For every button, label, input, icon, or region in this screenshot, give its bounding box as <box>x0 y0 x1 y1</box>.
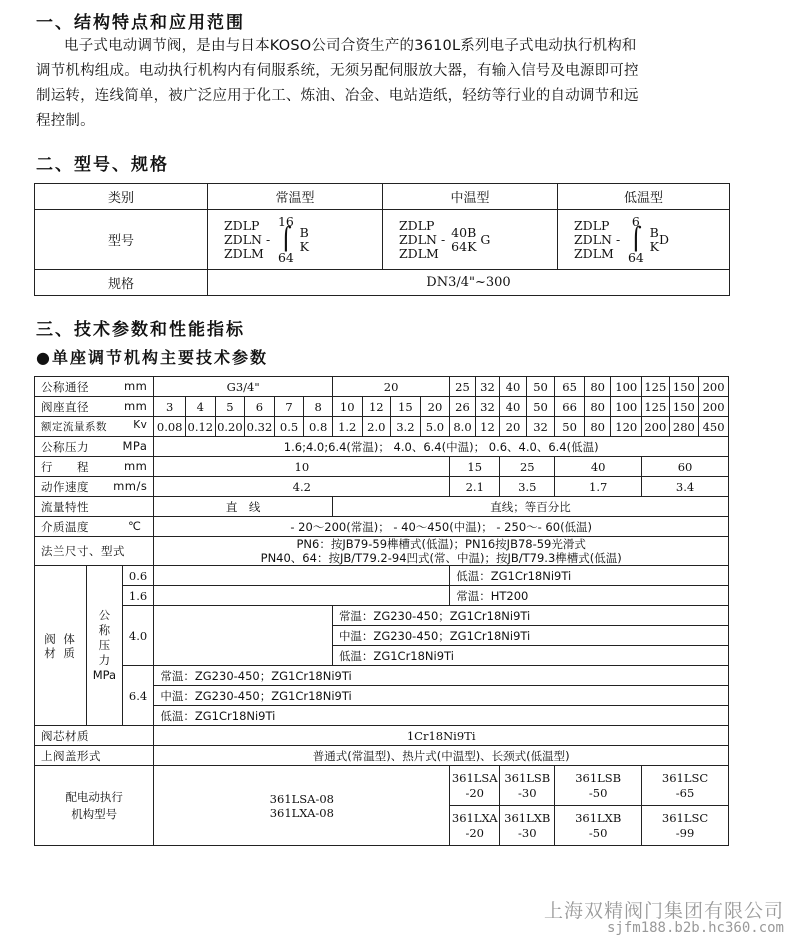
table-cell: 60 <box>642 457 729 477</box>
table-cell: 15 <box>391 397 421 417</box>
table-cell: 常温：ZG230-450；ZG1Cr18Ni9Ti <box>154 666 729 686</box>
table-cell: 20 <box>332 377 449 397</box>
model-spec-table <box>34 183 730 296</box>
table-cell: K <box>299 238 309 254</box>
table-cell: 中温：ZG230-450；ZG1Cr18Ni9Ti <box>332 626 728 646</box>
table-cell: 公称压力 <box>41 439 89 454</box>
table-cell: B <box>649 224 659 240</box>
flow-label: 流量特性 <box>35 497 154 517</box>
table-cell: G3/4" <box>154 377 333 397</box>
seat-dia-label <box>35 397 154 417</box>
table-cell: 0.20 <box>215 417 245 437</box>
table-cell: 12 <box>362 397 391 417</box>
table-cell: 1.2 <box>332 417 362 437</box>
table-cell: 64 <box>277 249 294 265</box>
pressure-value: 1.6;4.0;6.4(常温)； 4.0、6.4(中温)； 0.6、4.0、6.4(低温) <box>154 437 729 457</box>
table-cell: 64 <box>627 249 644 265</box>
table-cell: ZDLN <box>399 231 437 247</box>
table-cell: ZDLN <box>574 231 612 247</box>
model-label: 型号 <box>35 210 208 270</box>
table-cell: 1.6 <box>122 586 154 606</box>
table-cell: 150 <box>669 377 699 397</box>
table-cell: ZDLP <box>574 217 610 233</box>
table-cell: 125 <box>642 377 670 397</box>
table-cell: 7 <box>274 397 304 417</box>
table-cell: K <box>649 238 659 254</box>
table-cell: 65 <box>555 377 585 397</box>
table-cell: 8.0 <box>450 417 476 437</box>
table-cell: 6 <box>631 213 640 229</box>
core-value: 1Cr18Ni9Ti <box>154 726 729 746</box>
table-cell: 行 程 <box>41 459 89 474</box>
table-cell: 10 <box>332 397 362 417</box>
table-cell: 4 <box>186 397 216 417</box>
spec-value: DN3/4"~300 <box>208 270 730 296</box>
table-cell: 450 <box>699 417 729 437</box>
table-cell: 4.0 <box>122 606 154 666</box>
table-cell: 0.6 <box>122 566 154 586</box>
table-cell: 20 <box>420 397 450 417</box>
table-cell: 低温：ZG1Cr18Ni9Ti <box>450 566 729 586</box>
bonnet-value: 普通式(常温型)、热片式(中温型)、长颈式(低温型) <box>154 746 729 766</box>
table-cell: 40 <box>555 457 642 477</box>
nominal-pressure-sub-label: 公 称 压 力 MPa <box>87 566 123 726</box>
table-cell: 常温：ZG230-450；ZG1Cr18Ni9Ti <box>332 606 728 626</box>
pressure-label <box>35 437 154 457</box>
bonnet-label: 上阀盖形式 <box>35 746 154 766</box>
table-cell: 50 <box>526 377 555 397</box>
watermark-url: sjfm188.b2b.hc360.com <box>606 920 784 936</box>
table-cell: 361LSC -65 <box>642 766 729 806</box>
table-cell: - <box>440 231 446 247</box>
table-cell: MPa <box>122 438 148 453</box>
actuator-label: 配电动执行 机构型号 <box>35 766 154 846</box>
table-cell: 6 <box>245 397 275 417</box>
table-cell: 25 <box>500 457 555 477</box>
table-cell: 2.1 <box>450 477 500 497</box>
table-cell: - <box>615 231 621 247</box>
table-cell: 16 <box>277 213 294 229</box>
table-cell: 32 <box>475 377 499 397</box>
table-cell: mm <box>123 398 148 413</box>
para-line: 调节机构组成。电动执行机构内有伺服系统，无须另配伺服放大器，有输入信号及电源即可控 <box>36 63 639 79</box>
table-cell: 50 <box>526 397 555 417</box>
model-normal: ZDLP ZDLN - ZDLM 16 ⌠ 64 B K <box>208 210 383 270</box>
table-cell: 直线；等百分比 <box>332 497 728 517</box>
table-cell: ℃ <box>127 518 142 533</box>
table-cell: 3.5 <box>500 477 555 497</box>
table-cell: 120 <box>611 417 642 437</box>
table-cell: 361LSB -30 <box>500 766 555 806</box>
speed-label <box>35 477 154 497</box>
nominal-dia-label <box>35 377 154 397</box>
table-cell: 0.08 <box>154 417 186 437</box>
table-cell: 64K <box>451 238 477 254</box>
table-cell: 公称通径 <box>41 379 89 394</box>
table-cell: 280 <box>669 417 699 437</box>
tech-params-table <box>34 376 729 846</box>
table-cell: 80 <box>584 397 611 417</box>
header-normal: 常温型 <box>208 184 383 210</box>
core-label: 阀芯材质 <box>35 726 154 746</box>
table-cell: 5 <box>215 397 245 417</box>
empty-cell <box>154 586 450 606</box>
table-cell: 20 <box>500 417 527 437</box>
table-cell: 200 <box>699 377 729 397</box>
table-cell: 100 <box>611 377 642 397</box>
header-low: 低温型 <box>558 184 730 210</box>
table-cell: D <box>658 231 670 247</box>
table-cell: 直 线 <box>154 497 333 517</box>
table-cell: 32 <box>526 417 555 437</box>
table-cell: 361LSA -20 <box>450 766 500 806</box>
table-cell: mm/s <box>113 478 148 493</box>
model-low: ZDLP ZDLN - ZDLM 6 ⌠ 64 B K D <box>558 210 730 270</box>
temp-value: - 20～200(常温)； - 40～450(中温)； - 250～- 60(低温) <box>154 517 729 537</box>
table-cell: 常温：HT200 <box>450 586 729 606</box>
table-cell: ZDLM <box>399 245 439 261</box>
stroke-label <box>35 457 154 477</box>
table-cell: 0.8 <box>304 417 333 437</box>
table-cell: 6.4 <box>122 666 154 726</box>
table-cell: 200 <box>699 397 729 417</box>
table-cell: 361LXB -30 <box>500 806 555 846</box>
section1-title: 一、结构特点和应用范围 <box>36 13 245 33</box>
table-cell: - <box>265 231 271 247</box>
table-cell: 3.4 <box>642 477 729 497</box>
table-cell: ZDLP <box>224 217 260 233</box>
table-cell: Kv <box>133 419 148 431</box>
table-cell: PN6：按JB79-59榫槽式(低温)；PN16按JB78-59光滑式 <box>296 537 586 551</box>
table-cell: 1.7 <box>555 477 642 497</box>
table-cell: PN40、64：按JB/T79.2-94凹式(常、中温)；按JB/T79.3榫槽式(低温) <box>260 551 622 565</box>
table-cell: ZDLM <box>574 245 614 261</box>
table-cell: 0.5 <box>274 417 304 437</box>
table-cell: mm <box>123 458 148 473</box>
table-cell: 额定流量系数 <box>41 421 107 433</box>
table-cell: 动作速度 <box>41 479 89 494</box>
table-cell: 125 <box>642 397 670 417</box>
table-cell: 5.0 <box>420 417 450 437</box>
table-cell: 低温：ZG1Cr18Ni9Ti <box>332 646 728 666</box>
table-cell: 中温：ZG230-450；ZG1Cr18Ni9Ti <box>154 686 729 706</box>
table-cell: 3.2 <box>391 417 421 437</box>
para-line: 制运转，连线简单，被广泛应用于化工、炼油、冶金、电站造纸，轻纺等行业的自动调节和远 <box>36 88 639 104</box>
table-cell: 80 <box>584 377 611 397</box>
section2-title: 二、型号、规格 <box>36 155 169 175</box>
table-cell: 80 <box>584 417 611 437</box>
table-cell: B <box>299 224 309 240</box>
table-cell: 361LXA -20 <box>450 806 500 846</box>
table-cell: 361LXB -50 <box>555 806 642 846</box>
table-cell: 4.2 <box>154 477 450 497</box>
empty-cell <box>154 606 333 666</box>
table-cell: 40B <box>451 224 477 240</box>
watermark-company: 上海双精阀门集团有限公司 <box>543 900 784 922</box>
body-material-label: 阀 体 材 质 <box>35 566 87 726</box>
table-cell: ZDLM <box>224 245 264 261</box>
table-cell: 10 <box>154 457 450 477</box>
section3-title: 三、技术参数和性能指标 <box>36 320 245 340</box>
table-cell: 32 <box>475 397 499 417</box>
table-cell: 66 <box>555 397 585 417</box>
table-cell: 50 <box>555 417 585 437</box>
flange-label: 法兰尺寸、型式 <box>35 537 154 566</box>
table-cell: 200 <box>642 417 670 437</box>
table-cell: ZDLP <box>399 217 435 233</box>
table-cell: 阀座直径 <box>41 399 89 414</box>
table-cell: 15 <box>450 457 500 477</box>
table-cell: 低温：ZG1Cr18Ni9Ti <box>154 706 729 726</box>
model-medium <box>383 210 558 270</box>
single-seat-params-heading: ●单座调节机构主要技术参数 <box>36 348 268 367</box>
table-cell: mm <box>123 378 148 393</box>
table-cell: 25 <box>450 377 476 397</box>
table-cell: 2.0 <box>362 417 391 437</box>
section1-paragraph <box>36 34 776 134</box>
empty-cell <box>154 566 450 586</box>
table-cell: 361LSC -99 <box>642 806 729 846</box>
table-cell: 26 <box>450 397 476 417</box>
table-cell: 0.12 <box>186 417 216 437</box>
kv-label <box>35 417 154 437</box>
table-cell: 8 <box>304 397 333 417</box>
actuator-main: 361LSA-08 361LXA-08 <box>154 766 450 846</box>
table-cell: ZDLN <box>224 231 262 247</box>
header-category: 类别 <box>35 184 208 210</box>
flange-value <box>154 537 729 566</box>
table-cell: 3 <box>154 397 186 417</box>
table-cell: 12 <box>475 417 499 437</box>
spec-label: 规格 <box>35 270 208 296</box>
table-cell: 150 <box>669 397 699 417</box>
table-cell: 40 <box>500 377 527 397</box>
para-line: 电子式电动调节阀，是由与日本KOSO公司合资生产的3610L系列电子式电动执行机构和 <box>64 38 637 54</box>
table-cell: 介质温度 <box>41 519 89 534</box>
table-cell: G <box>480 231 491 247</box>
table-cell: 361LSB -50 <box>555 766 642 806</box>
temp-label <box>35 517 154 537</box>
header-medium: 中温型 <box>383 184 558 210</box>
table-cell: 40 <box>500 397 527 417</box>
table-cell: 100 <box>611 397 642 417</box>
table-cell: 0.32 <box>245 417 275 437</box>
para-line: 程控制。 <box>36 113 95 129</box>
